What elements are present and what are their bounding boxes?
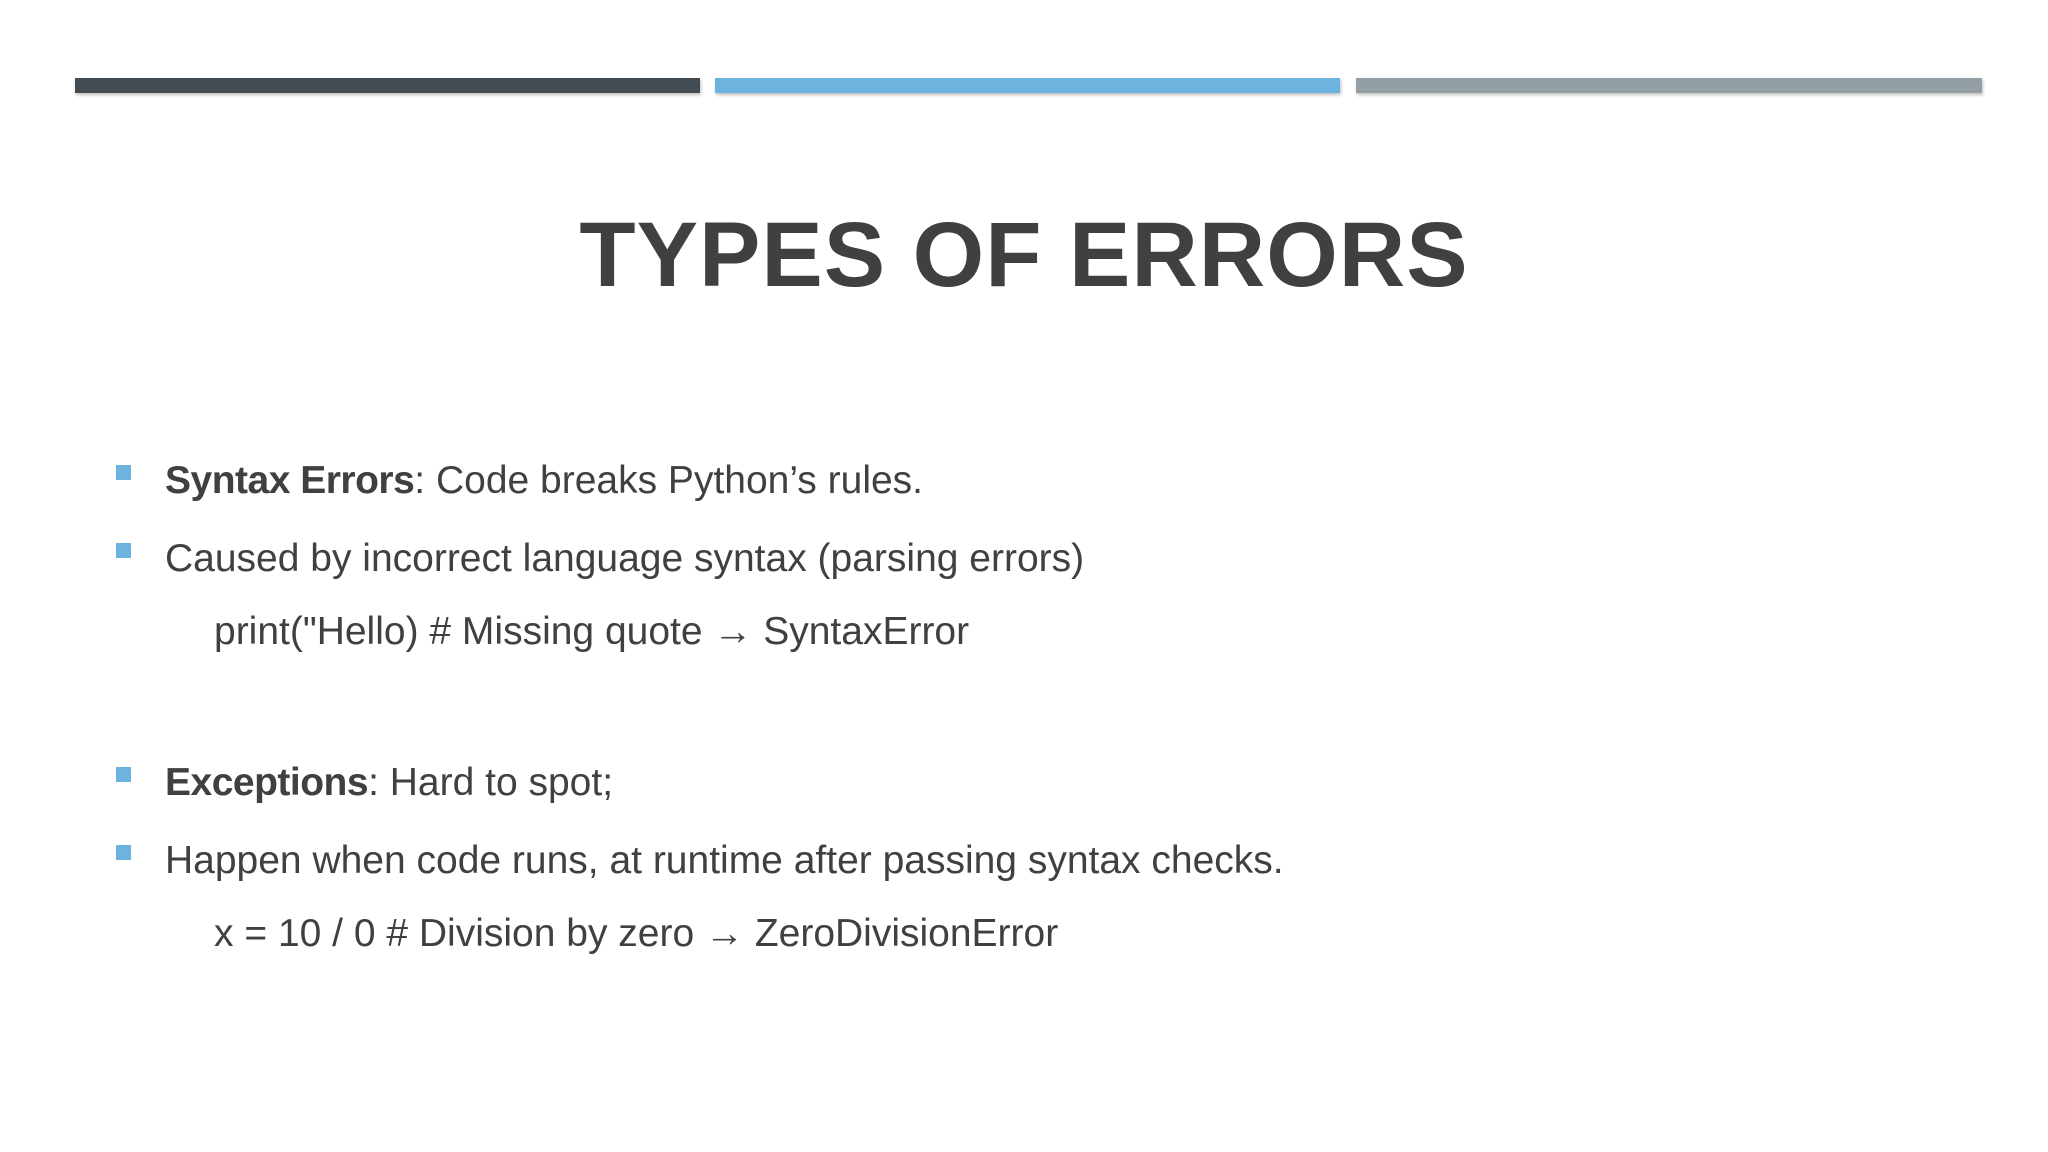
code-example-exception: x = 10 / 0 # Division by zero → ZeroDivisionError bbox=[214, 912, 1059, 955]
bullet-text: Happen when code runs, at runtime after passing syntax checks. bbox=[165, 839, 1284, 882]
accent-bar-dark bbox=[75, 78, 700, 93]
bullet-bold-term: Exceptions bbox=[165, 761, 369, 804]
slide-title: TYPES OF ERRORS bbox=[579, 204, 1469, 306]
square-bullet-icon bbox=[116, 767, 131, 782]
accent-bar-blue bbox=[715, 78, 1340, 93]
bullet-text bbox=[165, 456, 923, 506]
square-bullet-icon bbox=[116, 465, 131, 480]
bullet-text bbox=[165, 758, 613, 808]
square-bullet-icon bbox=[116, 845, 131, 860]
bullet-text: Caused by incorrect language syntax (parsing errors) bbox=[165, 537, 1085, 580]
code-example-syntax: print("Hello) # Missing quote → SyntaxError bbox=[214, 610, 970, 653]
accent-bar-gray bbox=[1356, 78, 1982, 93]
bullet-description: : Hard to spot; bbox=[368, 761, 614, 804]
bullet-bold-term: Syntax Errors bbox=[165, 459, 415, 502]
square-bullet-icon bbox=[116, 543, 131, 558]
bullet-description: : Code breaks Python’s rules. bbox=[414, 459, 924, 502]
